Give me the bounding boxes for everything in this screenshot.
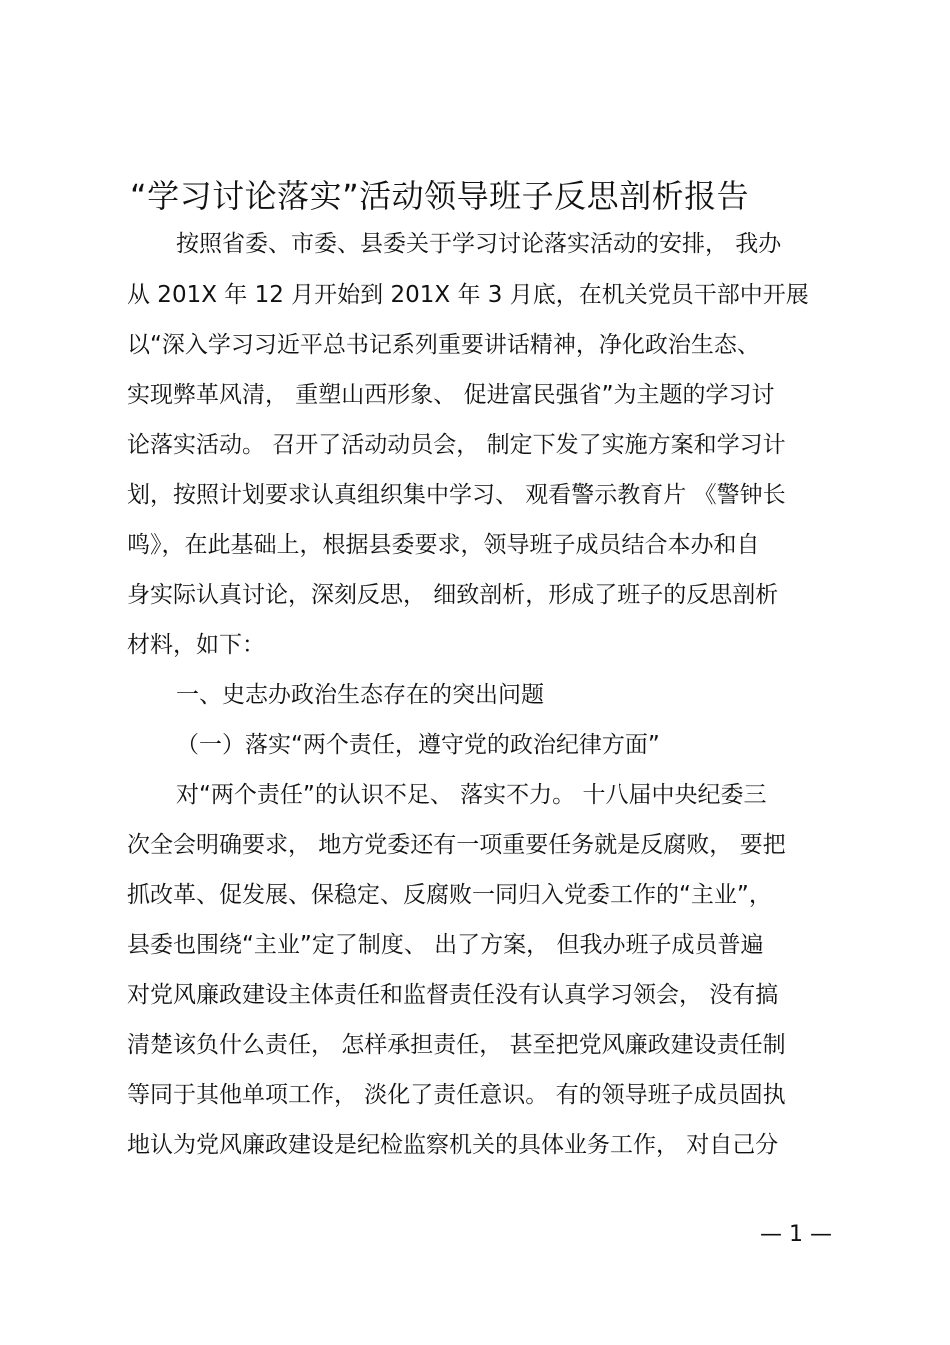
body-line: 地认为党风廉政建设是纪检监察机关的具体业务工作， 对自己分 — [127, 1132, 779, 1158]
body-line: 实现弊革风清， 重塑山西形象、 促进富民强省”为主题的学习讨 — [127, 382, 775, 408]
body-line: 对党风廉政建设主体责任和监督责任没有认真学习领会， 没有搞 — [127, 982, 779, 1008]
body-line: 按照省委、市委、县委关于学习讨论落实活动的安排， 我办 — [176, 231, 782, 257]
section-heading: 一、史志办政治生态存在的突出问题 — [176, 682, 544, 708]
body-line: 鸣》，在此基础上，根据县委要求，领导班子成员结合本办和自 — [127, 532, 760, 558]
body-line: 以“深入学习习近平总书记系列重要讲话精神，净化政治生态、 — [127, 332, 760, 358]
body-line: 对“两个责任”的认识不足、 落实不力。 十八届中央纪委三 — [176, 782, 767, 808]
body-line: 等同于其他单项工作， 淡化了责任意识。 有的领导班子成员固执 — [127, 1082, 786, 1108]
body-line: 县委也围绕“主业”定了制度、 出了方案， 但我办班子成员普遍 — [127, 932, 764, 958]
body-line: 论落实活动。 召开了活动动员会， 制定下发了实施方案和学习计 — [127, 432, 786, 458]
body-line: 次全会明确要求， 地方党委还有一项重要任务就是反腐败， 要把 — [127, 832, 786, 858]
body-line: 抓改革、促发展、保稳定、反腐败一同归入党委工作的“主业”， — [127, 882, 772, 908]
document-title: “学习讨论落实”活动领导班子反思剖析报告 — [130, 177, 750, 215]
page-number: — 1 — — [760, 1222, 832, 1247]
body-line: 材料，如下： — [127, 632, 265, 658]
body-line: 划，按照计划要求认真组织集中学习、 观看警示教育片 《警钟长 — [127, 482, 786, 508]
body-line: 清楚该负什么责任， 怎样承担责任， 甚至把党风廉政建设责任制 — [127, 1032, 786, 1058]
body-line: 身实际认真讨论，深刻反思， 细致剖析，形成了班子的反思剖析 — [127, 582, 779, 608]
subsection-heading: （一）落实“两个责任，遵守党的政治纪律方面” — [176, 732, 660, 758]
body-line: 从 201X 年 12 月开始到 201X 年 3 月底，在机关党员干部中开展 — [127, 282, 809, 308]
